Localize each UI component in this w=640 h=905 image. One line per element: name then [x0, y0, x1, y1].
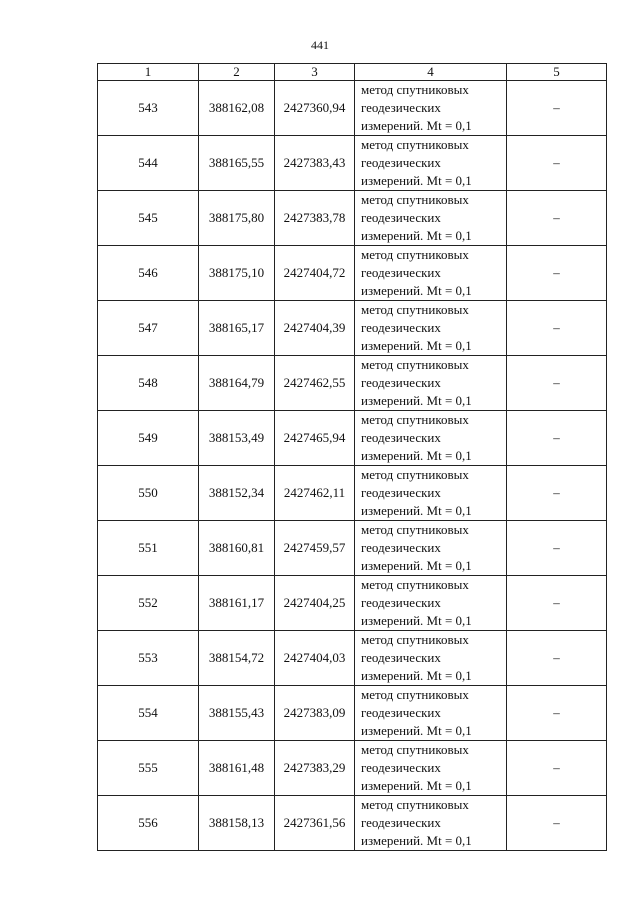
- method-line: геодезических: [361, 705, 441, 720]
- method-line: измерений. Mt = 0,1: [361, 503, 472, 518]
- point-number-cell: 550: [98, 466, 199, 521]
- x-coordinate-cell: 388161,48: [199, 741, 275, 796]
- method-line: метод спутниковых: [361, 247, 469, 262]
- method-line: метод спутниковых: [361, 742, 469, 757]
- method-line: измерений. Mt = 0,1: [361, 778, 472, 793]
- x-coordinate-cell: 388162,08: [199, 81, 275, 136]
- method-line: измерений. Mt = 0,1: [361, 118, 472, 133]
- x-coordinate-cell: 388158,13: [199, 796, 275, 851]
- note-cell: –: [507, 246, 607, 301]
- point-number-cell: 553: [98, 631, 199, 686]
- note-cell: –: [507, 796, 607, 851]
- method-cell: [355, 411, 507, 466]
- table-row: [98, 576, 607, 631]
- y-coordinate-cell: 2427404,03: [275, 631, 355, 686]
- y-coordinate-cell: 2427360,94: [275, 81, 355, 136]
- method-line: геодезических: [361, 485, 441, 500]
- y-coordinate-cell: 2427383,09: [275, 686, 355, 741]
- x-coordinate-cell: 388152,34: [199, 466, 275, 521]
- table-row: [98, 466, 607, 521]
- y-coordinate-cell: 2427383,43: [275, 136, 355, 191]
- method-line: измерений. Mt = 0,1: [361, 558, 472, 573]
- method-line: метод спутниковых: [361, 82, 469, 97]
- header-col-5: 5: [507, 64, 607, 81]
- header-col-4: 4: [355, 64, 507, 81]
- method-line: метод спутниковых: [361, 467, 469, 482]
- y-coordinate-cell: 2427404,39: [275, 301, 355, 356]
- table-row: [98, 686, 607, 741]
- method-line: геодезических: [361, 430, 441, 445]
- method-line: геодезических: [361, 210, 441, 225]
- page-number: 441: [311, 38, 329, 52]
- table-row: [98, 301, 607, 356]
- note-cell: –: [507, 411, 607, 466]
- table-row: [98, 631, 607, 686]
- method-line: метод спутниковых: [361, 302, 469, 317]
- x-coordinate-cell: 388161,17: [199, 576, 275, 631]
- method-line: измерений. Mt = 0,1: [361, 173, 472, 188]
- table-header-row: [98, 64, 607, 81]
- x-coordinate-cell: 388175,80: [199, 191, 275, 246]
- x-coordinate-cell: 388175,10: [199, 246, 275, 301]
- method-line: геодезических: [361, 650, 441, 665]
- note-cell: –: [507, 191, 607, 246]
- method-line: геодезических: [361, 265, 441, 280]
- method-cell: [355, 246, 507, 301]
- y-coordinate-cell: 2427361,56: [275, 796, 355, 851]
- point-number-cell: 547: [98, 301, 199, 356]
- table-row: [98, 521, 607, 576]
- method-line: метод спутниковых: [361, 577, 469, 592]
- table-body: [98, 81, 607, 851]
- note-cell: –: [507, 576, 607, 631]
- method-line: геодезических: [361, 540, 441, 555]
- x-coordinate-cell: 388155,43: [199, 686, 275, 741]
- x-coordinate-cell: 388165,55: [199, 136, 275, 191]
- y-coordinate-cell: 2427404,25: [275, 576, 355, 631]
- x-coordinate-cell: 388160,81: [199, 521, 275, 576]
- y-coordinate-cell: 2427465,94: [275, 411, 355, 466]
- method-line: метод спутниковых: [361, 412, 469, 427]
- method-cell: [355, 136, 507, 191]
- note-cell: –: [507, 136, 607, 191]
- method-line: измерений. Mt = 0,1: [361, 723, 472, 738]
- table-row: [98, 191, 607, 246]
- method-line: геодезических: [361, 100, 441, 115]
- note-cell: –: [507, 741, 607, 796]
- note-cell: –: [507, 466, 607, 521]
- method-line: измерений. Mt = 0,1: [361, 668, 472, 683]
- y-coordinate-cell: 2427459,57: [275, 521, 355, 576]
- method-line: измерений. Mt = 0,1: [361, 393, 472, 408]
- point-number-cell: 554: [98, 686, 199, 741]
- method-cell: [355, 301, 507, 356]
- point-number-cell: 555: [98, 741, 199, 796]
- header-col-1: 1: [98, 64, 199, 81]
- point-number-cell: 548: [98, 356, 199, 411]
- header-col-3: 3: [275, 64, 355, 81]
- method-line: метод спутниковых: [361, 192, 469, 207]
- table-row: [98, 741, 607, 796]
- method-line: метод спутниковых: [361, 357, 469, 372]
- note-cell: –: [507, 301, 607, 356]
- point-number-cell: 543: [98, 81, 199, 136]
- method-line: измерений. Mt = 0,1: [361, 833, 472, 848]
- table-row: [98, 246, 607, 301]
- note-cell: –: [507, 686, 607, 741]
- method-cell: [355, 576, 507, 631]
- table-row: [98, 356, 607, 411]
- method-line: геодезических: [361, 375, 441, 390]
- method-line: измерений. Mt = 0,1: [361, 228, 472, 243]
- table-row: [98, 796, 607, 851]
- point-number-cell: 549: [98, 411, 199, 466]
- note-cell: –: [507, 356, 607, 411]
- method-line: измерений. Mt = 0,1: [361, 448, 472, 463]
- y-coordinate-cell: 2427404,72: [275, 246, 355, 301]
- x-coordinate-cell: 388164,79: [199, 356, 275, 411]
- coordinates-table: [97, 63, 607, 851]
- note-cell: –: [507, 631, 607, 686]
- note-cell: –: [507, 521, 607, 576]
- method-line: геодезических: [361, 815, 441, 830]
- point-number-cell: 546: [98, 246, 199, 301]
- method-line: измерений. Mt = 0,1: [361, 338, 472, 353]
- method-cell: [355, 796, 507, 851]
- method-cell: [355, 741, 507, 796]
- method-line: метод спутниковых: [361, 687, 469, 702]
- x-coordinate-cell: 388165,17: [199, 301, 275, 356]
- method-cell: [355, 466, 507, 521]
- table-row: [98, 411, 607, 466]
- y-coordinate-cell: 2427462,55: [275, 356, 355, 411]
- method-cell: [355, 686, 507, 741]
- method-cell: [355, 521, 507, 576]
- method-line: геодезических: [361, 155, 441, 170]
- method-line: геодезических: [361, 595, 441, 610]
- point-number-cell: 545: [98, 191, 199, 246]
- table-row: [98, 136, 607, 191]
- y-coordinate-cell: 2427383,78: [275, 191, 355, 246]
- point-number-cell: 556: [98, 796, 199, 851]
- point-number-cell: 544: [98, 136, 199, 191]
- method-cell: [355, 191, 507, 246]
- header-col-2: 2: [199, 64, 275, 81]
- y-coordinate-cell: 2427462,11: [275, 466, 355, 521]
- method-line: геодезических: [361, 320, 441, 335]
- note-cell: –: [507, 81, 607, 136]
- method-cell: [355, 631, 507, 686]
- x-coordinate-cell: 388154,72: [199, 631, 275, 686]
- point-number-cell: 551: [98, 521, 199, 576]
- method-line: измерений. Mt = 0,1: [361, 613, 472, 628]
- y-coordinate-cell: 2427383,29: [275, 741, 355, 796]
- method-line: метод спутниковых: [361, 632, 469, 647]
- method-line: метод спутниковых: [361, 522, 469, 537]
- method-line: измерений. Mt = 0,1: [361, 283, 472, 298]
- method-cell: [355, 356, 507, 411]
- point-number-cell: 552: [98, 576, 199, 631]
- method-cell: [355, 81, 507, 136]
- method-line: геодезических: [361, 760, 441, 775]
- method-line: метод спутниковых: [361, 137, 469, 152]
- x-coordinate-cell: 388153,49: [199, 411, 275, 466]
- table-row: [98, 81, 607, 136]
- method-line: метод спутниковых: [361, 797, 469, 812]
